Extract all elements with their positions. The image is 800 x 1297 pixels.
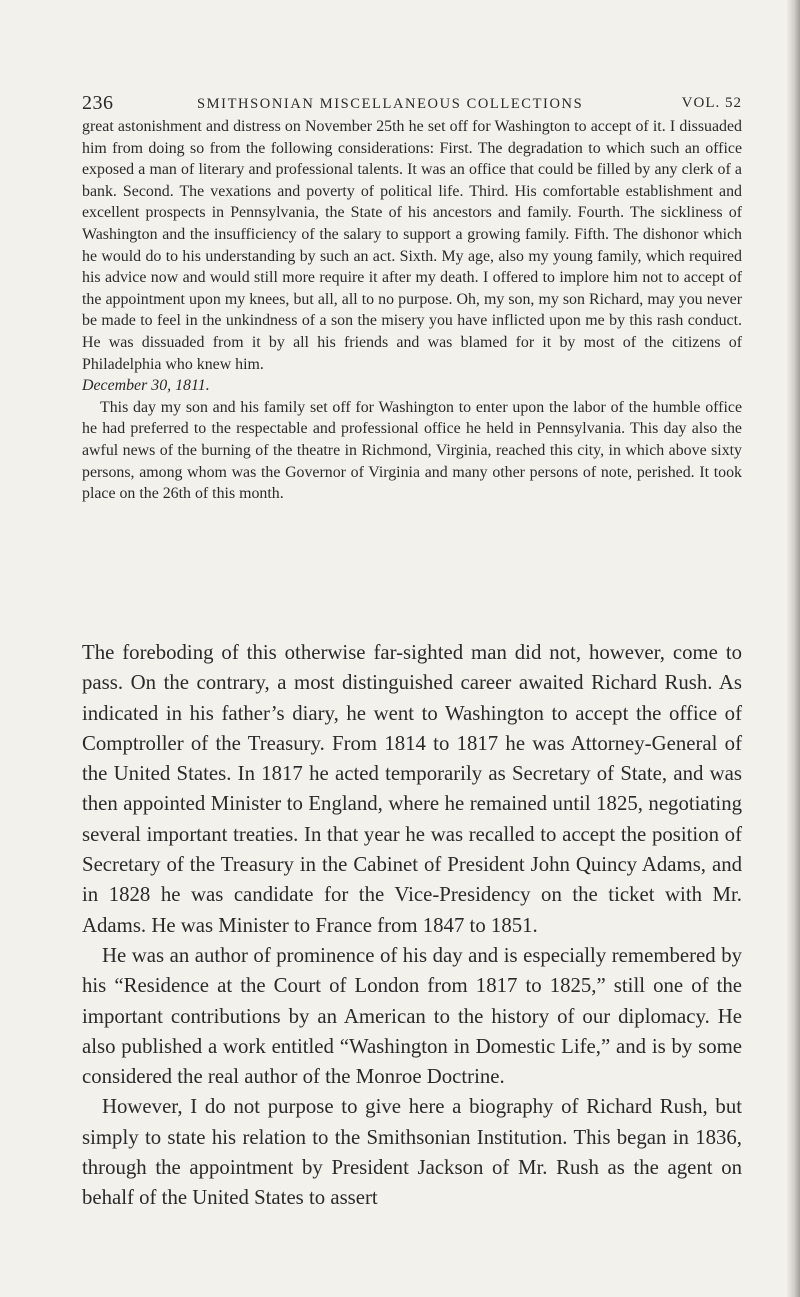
volume-label: VOL. 52 [681, 95, 742, 111]
body-paragraph-1: The foreboding of this otherwise far-sighted man did not, however, come to pass. On the contrary, a most distinguished career awaited Richard Rush. As indicated in his father’s diary, he went to Washington to accept the office of Comptroller of the Treasury. From 1814 to 1817 he was Attorney-General of the United States. In 1817 he acted temporarily as Secretary of State, and was then appointed Minister to England, where he remained until 1825, negotiating several important treaties. In that year he was recalled to accept the position of Secretary of the Treasury in the Cabinet of President John Quincy Adams, and in 1828 he was candidate for the Vice-Presidency on the ticket with Mr. Adams. He was Minister to France from 1847 to 1851. [82, 641, 742, 937]
diary-quotation [82, 116, 742, 505]
diary-dateline: December 30, 1811. [82, 377, 210, 395]
body-paragraph-2: He was an author of prominence of his day and is especially remembered by his “Residence at the Court of London from 1817 to 1825,” still one of the important contributions by an American to the history of our diplomacy. He also published a work entitled “Washington in Domestic Life,” and is by some considered the real author of the Monroe Doctrine. [82, 943, 742, 1089]
body-text [82, 638, 742, 1214]
quote-paragraph-2: This day my son and his family set off for Washington to enter upon the labor of the humble office he had preferred to the respectable and professional office he held in Pennsylvania. This day also the awful news of the burning of the theatre in Richmond, Virginia, reached this city, in which above sixty persons, among whom was the Governor of Virginia and many other persons of note, perished. It took place on the 26th of this month. [82, 398, 742, 503]
page-number: 236 [82, 92, 114, 114]
running-title: SMITHSONIAN MISCELLANEOUS COLLECTIONS [197, 96, 584, 112]
page-edge-shadow [786, 0, 800, 1297]
quote-paragraph-1: great astonishment and distress on November 25th he set off for Washington to accept of it. I dissuaded him from doing so from the following considerations: First. The degradation to which such an office exposed a man of literary and professional talents. It was an office that could be filled by any clerk of a bank. Second. The vexations and poverty of political life. Third. His comfortable establishment and excellent prospects in Pennsylvania, the State of his ancestors and family. Fourth. The sickliness of Washington and the insufficiency of the salary to support a growing family. Fifth. The dishonor which he would do to his understanding by such an act. Sixth. My age, also my young family, which required his advice now and would still more require it after my death. I offered to implore him not to accept of the appointment upon my knees, but all, all to no purpose. Oh, my son, my son Richard, may you never be made to feel in the unkindness of a son the misery you have inflicted upon me by this rash conduct. He was dissuaded from it by all his friends and was blamed for it by most of the citizens of Philadelphia who knew him. [82, 118, 742, 373]
body-paragraph-3: However, I do not purpose to give here a biography of Richard Rush, but simply to state his relation to the Smithsonian Institution. This began in 1836, through the appointment by President Jackson of Mr. Rush as the agent on behalf of the United States to assert [82, 1095, 742, 1210]
